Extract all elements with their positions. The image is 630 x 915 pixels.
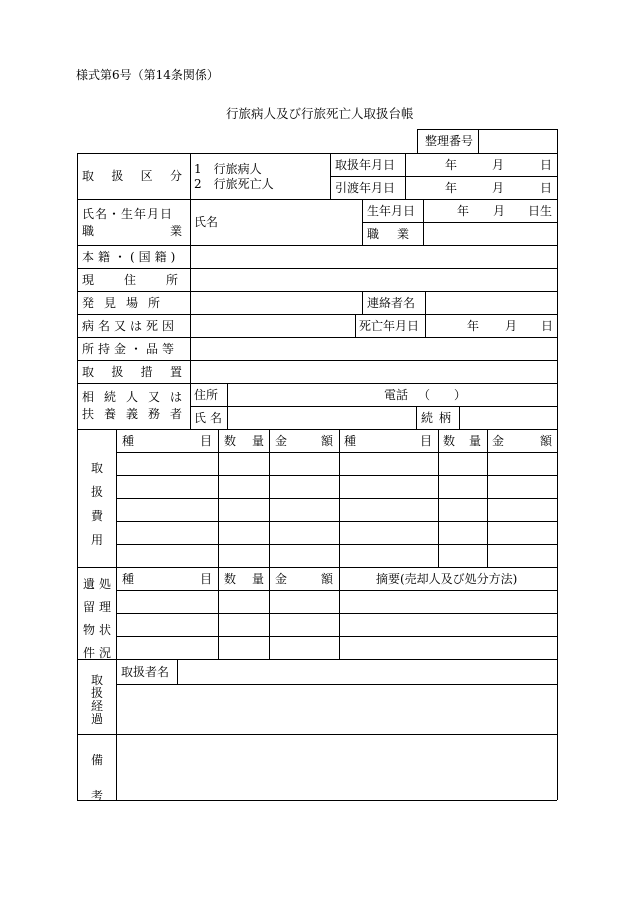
- handle-date-year: 年: [445, 158, 458, 172]
- occupation-label: 職 業: [82, 224, 182, 238]
- remains-summary-label: 摘要(売却人及び処分方法): [376, 572, 518, 586]
- costs-col-qty: 数 量: [224, 434, 264, 448]
- costs-col-item-2: 種 目: [344, 434, 432, 448]
- dob-year: 年: [457, 204, 470, 218]
- current-address-label: 現住所: [82, 273, 209, 287]
- category-label: 取 扱 区 分: [82, 169, 182, 183]
- handler-name-field[interactable]: [179, 661, 555, 683]
- transfer-date-month: 月: [492, 181, 505, 195]
- measures-label: 取 扱 措 置: [82, 365, 182, 379]
- remarks-side-label: 備考: [90, 753, 103, 803]
- heir-address-label: 住所: [194, 388, 219, 402]
- category-option-sick[interactable]: 1 行旅病人: [194, 162, 262, 176]
- remains-col-amount: 金 額: [275, 572, 333, 586]
- costs-col-qty-2: 数 量: [443, 434, 481, 448]
- remarks-field[interactable]: [118, 736, 555, 798]
- name-dob-label: 氏名・生年月日: [82, 207, 174, 221]
- death-date-label: 死亡年月日: [359, 319, 420, 333]
- dob-month: 月: [493, 204, 506, 218]
- serial-number-label: 整理番号: [425, 134, 474, 148]
- found-place-label: 発見場所: [82, 296, 171, 310]
- handle-date-day: 日: [540, 158, 553, 172]
- serial-number-field[interactable]: [480, 131, 555, 151]
- phone-label: 電話: [384, 388, 409, 402]
- handler-name-label: 取扱者名: [121, 665, 170, 679]
- handle-date-label: 取扱年月日: [335, 158, 396, 172]
- honseki-label: 本籍・(国籍): [82, 250, 180, 264]
- remains-side-label-left: 遺留物件: [82, 577, 95, 660]
- name-label: 氏名: [194, 215, 219, 229]
- relation-label: 続柄: [421, 411, 458, 425]
- remains-col-item: 種 目: [122, 572, 212, 586]
- costs-side-label: 取扱費用: [90, 461, 103, 547]
- job-label: 職業: [367, 227, 428, 241]
- transfer-date-label: 引渡年月日: [335, 181, 396, 195]
- death-date-day: 日: [541, 319, 554, 333]
- category-option-dead[interactable]: 2 行旅死亡人: [194, 177, 274, 191]
- illness-label: 病名又は死因: [82, 319, 179, 333]
- transfer-date-day: 日: [540, 181, 553, 195]
- heir-label-line2: 扶養義務者: [82, 407, 193, 421]
- process-notes-field[interactable]: [118, 686, 555, 732]
- death-date-year: 年: [467, 319, 480, 333]
- transfer-date-year: 年: [445, 181, 458, 195]
- dob-label: 生年月日: [367, 204, 416, 218]
- phone-paren: （ ）: [418, 388, 467, 402]
- heir-name-label: 氏名: [194, 411, 227, 425]
- process-side-label: 取扱経過: [90, 673, 103, 726]
- heir-label-line1: 相続人又は: [82, 390, 193, 404]
- costs-col-amount-2: 金 額: [492, 434, 552, 448]
- belongings-label: 所持金・品等: [82, 342, 179, 356]
- form-number: 様式第6号（第14条関係）: [76, 68, 219, 82]
- contact-name-label: 連絡者名: [367, 296, 416, 310]
- costs-col-amount: 金 額: [275, 434, 333, 448]
- remains-col-qty: 数 量: [224, 572, 264, 586]
- form-title: 行旅病人及び行旅死亡人取扱台帳: [226, 106, 414, 121]
- death-date-month: 月: [505, 319, 518, 333]
- dob-day-suffix: 日生: [528, 204, 553, 218]
- handle-date-month: 月: [492, 158, 505, 172]
- remains-side-label-right: 処理状況: [98, 577, 111, 660]
- costs-col-item: 種 目: [122, 434, 212, 448]
